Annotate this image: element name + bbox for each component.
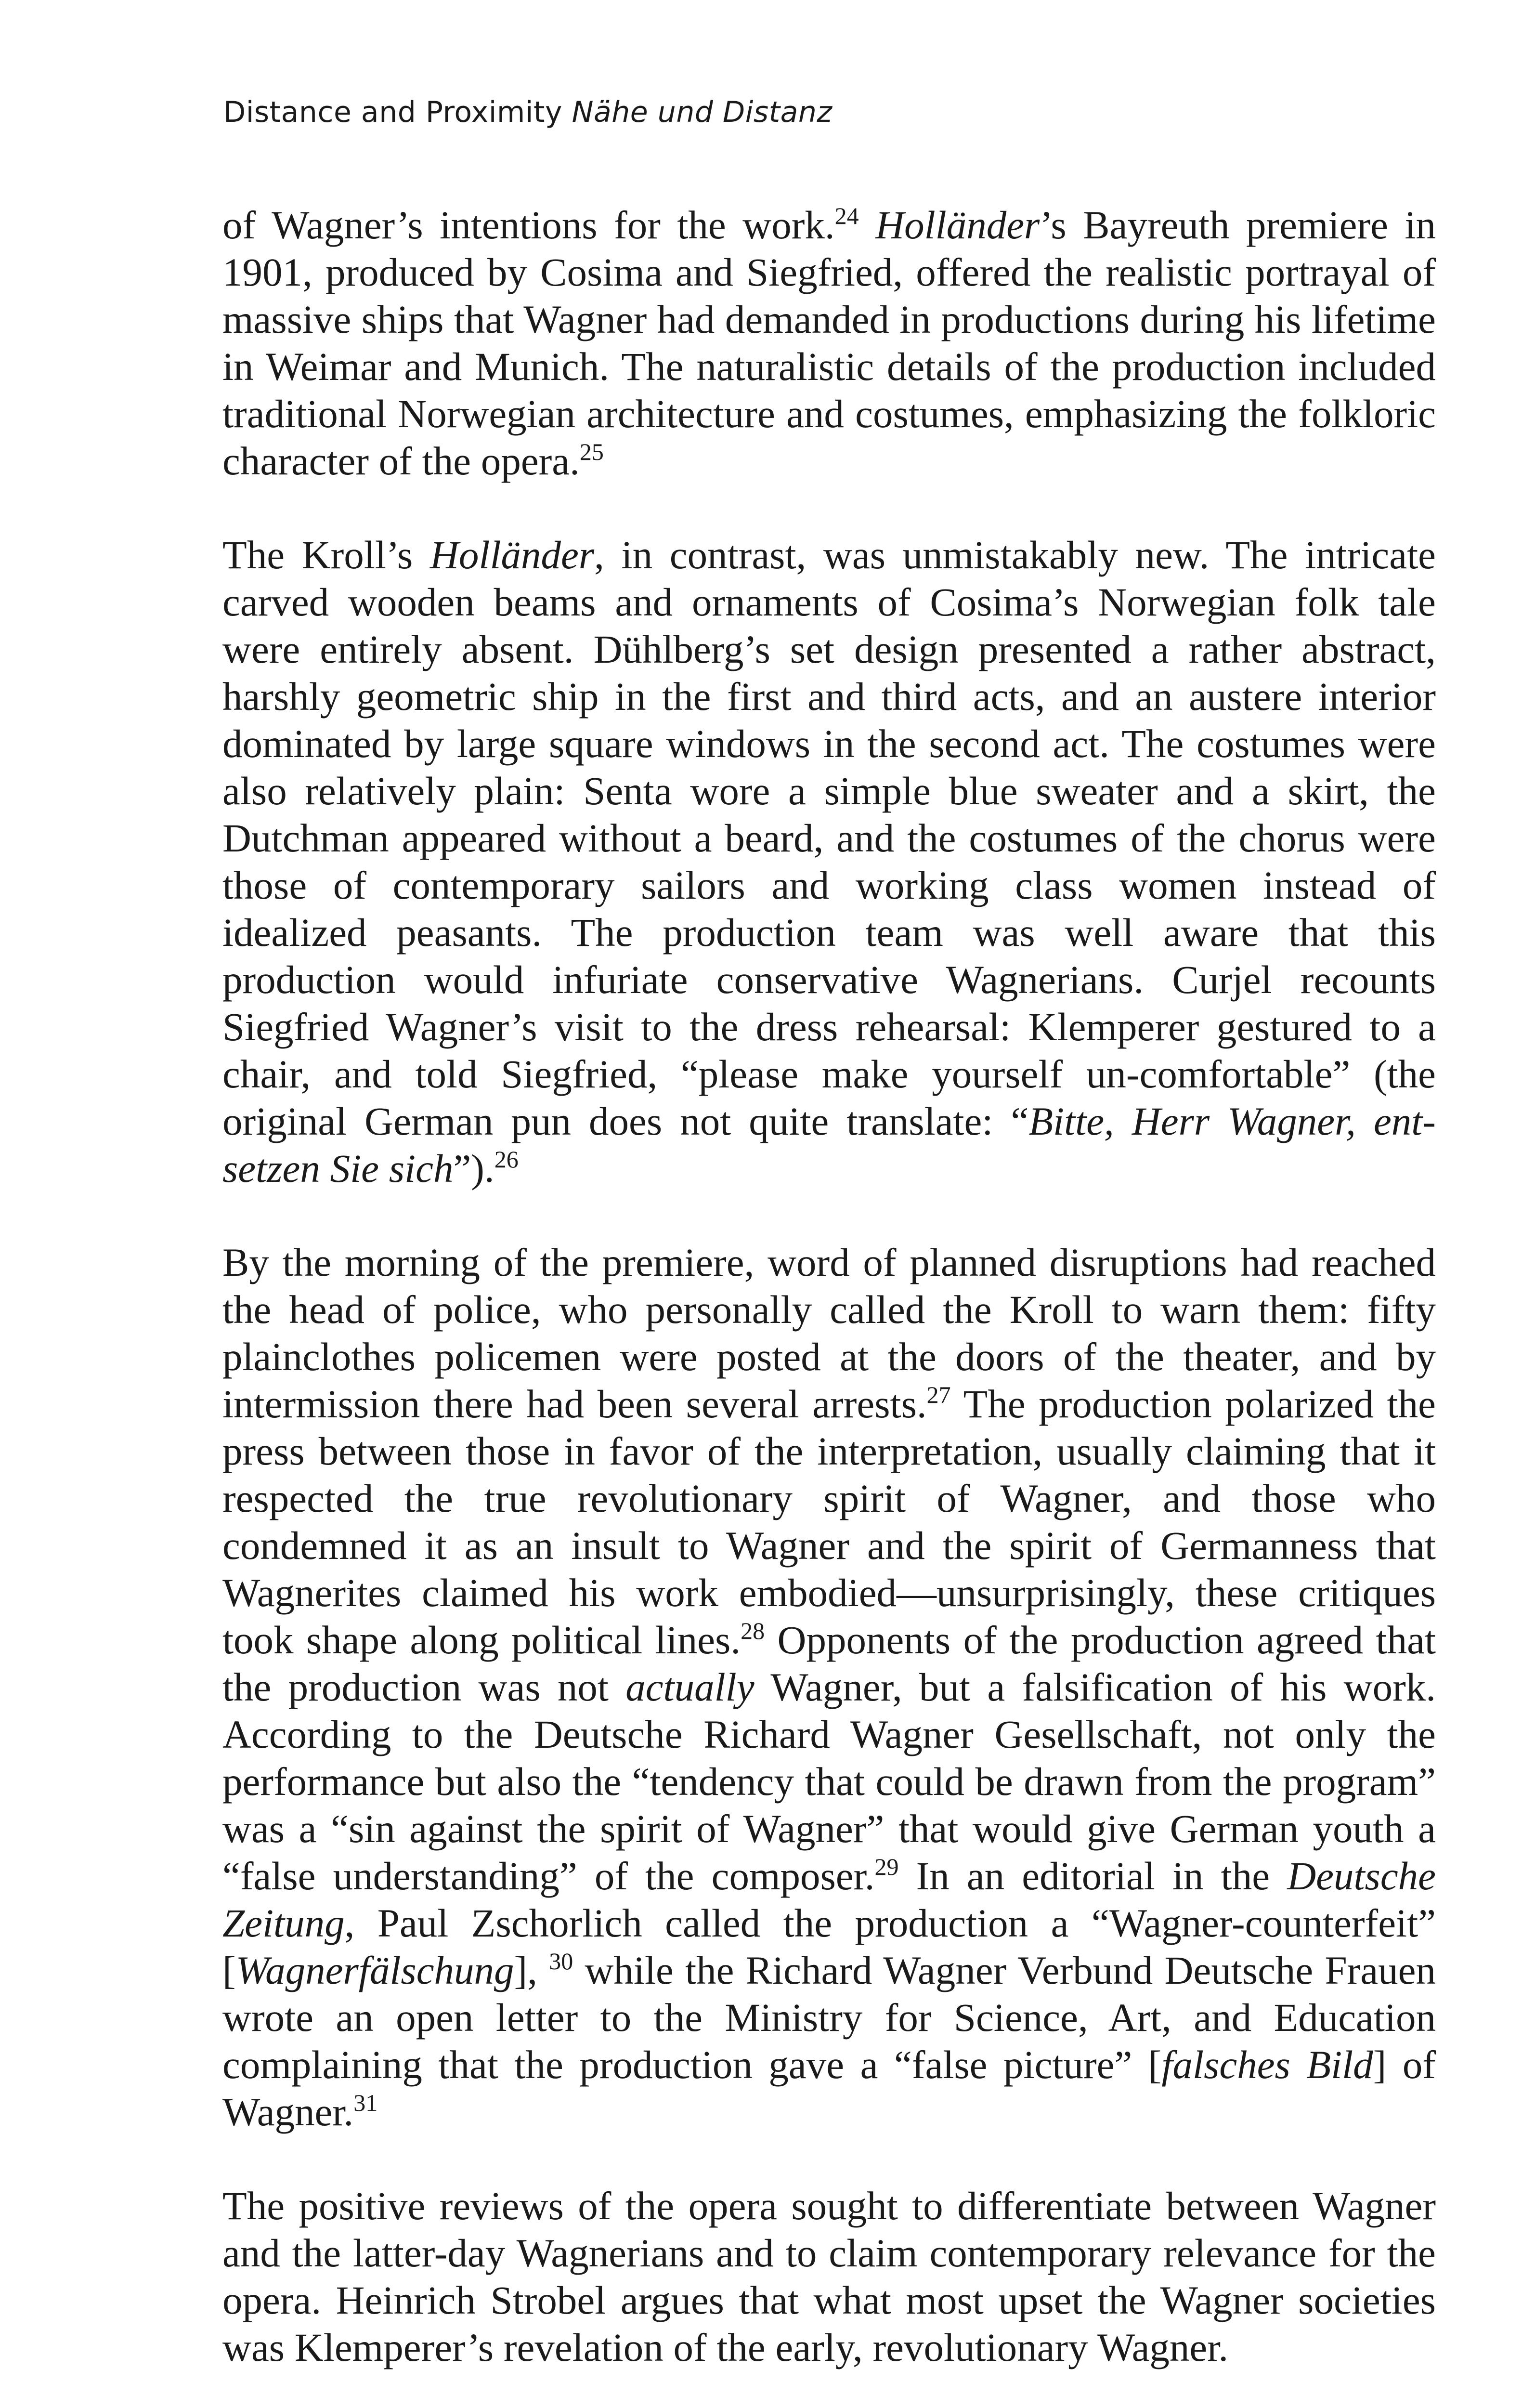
body-text bbox=[222, 201, 1436, 2371]
italic-title: Holländer bbox=[875, 203, 1040, 247]
text-run: The positive reviews of the opera sought to differentiate between Wagner and the latter-day Wagnerians and to claim contemporary relevance for the opera. Heinrich Strobel argues that what most upset the Wagner societies was Klemperer’s revelation of the early, revolutionary Wagner. bbox=[222, 2184, 1436, 2369]
running-head-title: Distance and Proximity bbox=[223, 95, 572, 129]
paragraph-3 bbox=[222, 1239, 1436, 2135]
footnote-ref: 26 bbox=[494, 1146, 519, 1173]
italic-term: falsches Bild bbox=[1161, 2042, 1373, 2087]
italic-term: Wagnerfälschung bbox=[235, 1948, 514, 1992]
italic-title: Holländer bbox=[429, 533, 595, 577]
footnote-ref: 30 bbox=[549, 1948, 573, 1975]
text-run: , in contrast, was unmistakably new. The intricate carved wooden beams and ornaments of Cosima’s Norwegian folk tale were entirely absent. Dühlberg’s set design presented a rather abstract, harshly geometric ship in the first and third acts, and an austere interior dominated by large square windows in the second act. The costumes were also relatively plain: Senta wore a simple blue sweater and a skirt, the Dutchman appeared without a beard, and the costumes of the chorus were those of contemporary sailors and working class women instead of idealized peasants. The production team was well aware that this production would infuriate conservative Wagnerians. Curjel recounts Siegfried Wagner’s visit to the dress rehearsal: Klemperer gestured to a chair, and told Siegfried, “please make yourself un-comfortable” (the original German pun does not quite translate: “ bbox=[222, 533, 1436, 1143]
footnote-ref: 28 bbox=[741, 1617, 765, 1644]
text-run: The production polarized the press between those in favor of the interpretation, usually claiming that it respected the true revolutionary spirit of Wagner, and those who condemned it as an insult to Wagner and the spirit of Germanness that Wagnerites claimed his work embodied—unsurprisingly, these critiques took shape along political lines. bbox=[222, 1382, 1436, 1662]
footnote-ref: 31 bbox=[353, 2089, 378, 2116]
text-run: In an editorial in the bbox=[898, 1854, 1288, 1898]
paragraph-4 bbox=[222, 2182, 1436, 2371]
running-head bbox=[223, 95, 832, 129]
paragraph-2 bbox=[222, 531, 1436, 1192]
footnote-ref: 25 bbox=[579, 438, 604, 465]
text-run: ], bbox=[514, 1948, 549, 1992]
text-run: The Kroll’s bbox=[222, 533, 430, 577]
italic-title: Deutsche Zeitung bbox=[222, 1854, 1436, 1945]
italic-quote: Bitte, Herr Wagner, ent-setzen Sie sich bbox=[222, 1099, 1436, 1191]
text-run: while the Richard Wagner Verbund Deutsche Frauen wrote an open letter to the Ministry for Science, Art, and Education complaining that the production gave a “false picture” [ bbox=[222, 1948, 1436, 2087]
text-run bbox=[859, 203, 876, 247]
running-head-subtitle: Nähe und Distanz bbox=[572, 95, 833, 129]
italic-emphasis: actually bbox=[625, 1665, 754, 1709]
text-run: , Paul Zschorlich called the production a “Wagner-counterfeit” [ bbox=[222, 1901, 1436, 1992]
text-run: ’s Bayreuth premiere in 1901, produced by Cosima and Siegfried, offered the realistic portrayal of massive ships that Wagner had demanded in productions during his lifetime in Weimar and Munich. The naturalistic details of the production included traditional Norwegian architecture and costumes, emphasizing the folkloric character of the opera. bbox=[222, 203, 1436, 483]
text-run: Opponents of the production agreed that the production was not bbox=[222, 1618, 1436, 1709]
text-run: ] of Wagner. bbox=[222, 2042, 1436, 2134]
text-run: Wagner, but a falsification of his work. According to the Deutsche Richard Wagner Gesellschaft, not only the performance but also the “tendency that could be drawn from the program” was a “sin against the spirit of Wagner” that would give German youth a “false understanding” of the composer. bbox=[222, 1665, 1436, 1898]
footnote-ref: 27 bbox=[926, 1381, 951, 1408]
footnote-ref: 29 bbox=[874, 1853, 899, 1880]
paragraph-1 bbox=[222, 201, 1436, 484]
text-run: of Wagner’s intentions for the work. bbox=[222, 203, 835, 247]
text-run: By the morning of the premiere, word of planned disruptions had reached the head of police, who personally called the Kroll to warn them: fifty plainclothes policemen were posted at the doors of the theater, and by intermission there had been several arrests. bbox=[222, 1240, 1436, 1426]
footnote-ref: 24 bbox=[834, 202, 859, 229]
text-run: ”). bbox=[453, 1146, 494, 1191]
